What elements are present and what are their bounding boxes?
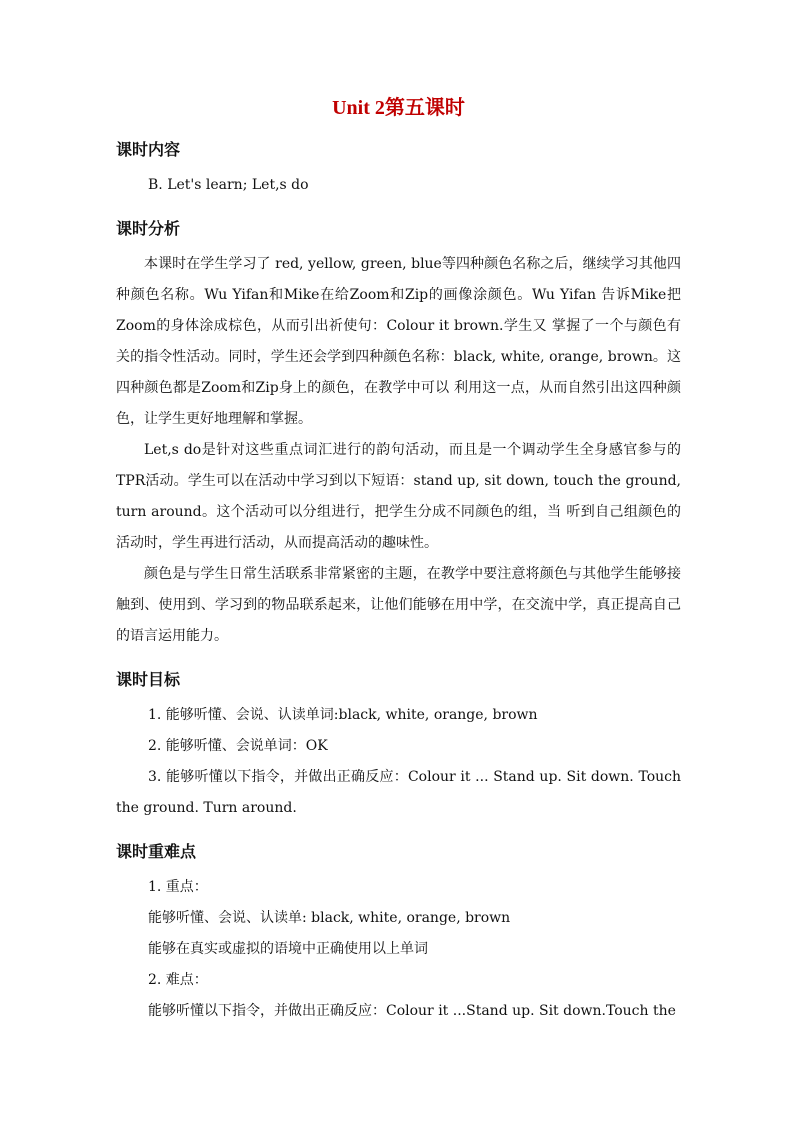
page-title: Unit 2第五课时 (332, 97, 465, 119)
analysis-paragraph-1: 本课时在学生学习了 red, yellow, green, blue等四种颜色名称之后，继续学习其他四种颜色名称。Wu Yifan和Mike在给Zoom和Zip的画像涂颜色。Wu Yifan 告诉Mike把Zoom的身体涂成棕色，从而引出祈使句：Colour it brown.学生又 掌握了一个与颜色有关的指令性活动。同时，学生还会学到四种颜色名称：black, white, orange, brown。这四种颜色都是Zoom和Zip身上的颜色，在教学中可以 利用这一点，从而自然引出这四种颜色，让学生更好地理解和掌握。 (116, 256, 681, 427)
analysis-paragraph-3: 颜色是与学生日常生活联系非常紧密的主题，在教学中要注意将颜色与其他学生能够接触到、使用到、学习到的物品联系起来，让他们能够在用中学，在交流中学，真正提高自己的语言运用能力。 (116, 566, 681, 644)
lesson-content-text: B. Let's learn; Let,s do (148, 177, 309, 193)
focus-label: 1. 重点： (148, 879, 208, 895)
heading-key-points: 课时重难点 (116, 842, 197, 861)
goal-item-2: 2. 能够听懂、会说单词：OK (148, 738, 328, 754)
document-page (116, 86, 681, 1027)
heading-lesson-goals: 课时目标 (116, 670, 181, 689)
difficulty-label: 2. 难点： (148, 972, 208, 988)
goal-item-3: 3. 能够听懂以下指令，并做出正确反应：Colour it ... Stand up. Sit down. Touch the ground. Turn around. (116, 769, 681, 816)
focus-line-1: 能够听懂、会说、认读单: black, white, orange, brown (148, 910, 511, 926)
heading-lesson-content: 课时内容 (116, 140, 181, 159)
heading-lesson-analysis: 课时分析 (116, 219, 181, 238)
difficulty-line-1: 能够听懂以下指令，并做出正确反应：Colour it ...Stand up. Sit down.Touch the (148, 1003, 676, 1019)
goal-item-1: 1. 能够听懂、会说、认读单词:black, white, orange, brown (148, 707, 538, 723)
focus-line-2: 能够在真实或虚拟的语境中正确使用以上单词 (148, 941, 428, 957)
analysis-paragraph-2: Let,s do是针对这些重点词汇进行的韵句活动，而且是一个调动学生全身感官参与的TPR活动。学生可以在活动中学习到以下短语：stand up, sit down, touch the ground, turn around。这个活动可以分组进行，把学生分成不同颜色的组，当 听到自己组颜色的活动时，学生再进行活动，从而提高活动的趣味性。 (116, 442, 681, 551)
